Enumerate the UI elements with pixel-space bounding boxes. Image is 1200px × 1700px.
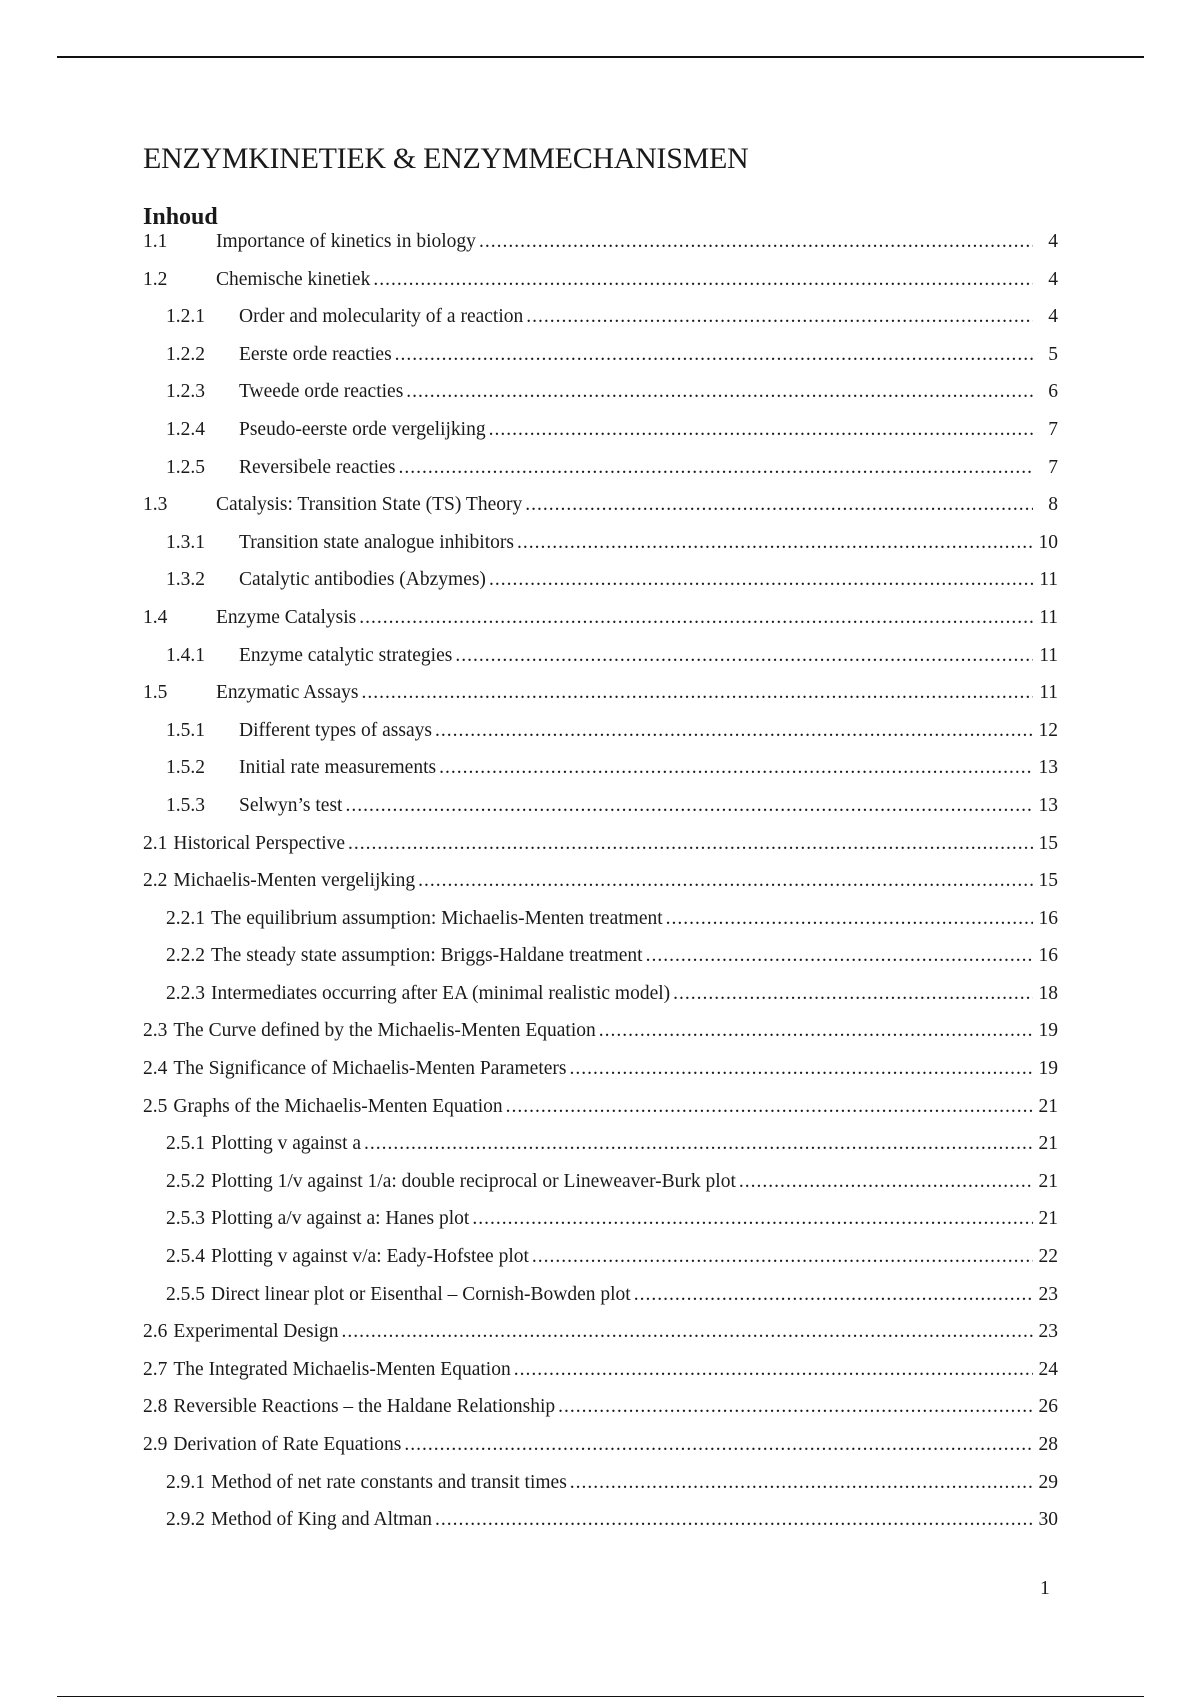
toc-entry-title: Graphs of the Michaelis-Menten Equation [173,1095,503,1117]
toc-entry-title: Enzyme Catalysis [216,606,357,628]
toc-entry[interactable] [143,1096,1058,1134]
toc-entry-number: 1.2.1 [166,306,205,328]
toc-dot-leader [348,833,1033,855]
toc-entry-page: 11 [1039,682,1058,704]
toc-entry-page: 4 [1048,306,1058,328]
toc-entry-page: 11 [1039,644,1058,666]
toc-entry-title: Pseudo-eerste orde vergelijking [239,418,486,440]
toc-entry-number: 2.2.3 [166,982,205,1004]
toc-entry-page: 21 [1038,1133,1058,1155]
toc-dot-leader [435,1509,1033,1531]
toc-entry-title: Transition state analogue inhibitors [239,531,514,553]
toc-entry-page: 7 [1048,418,1058,440]
toc-entry[interactable] [143,720,1058,758]
toc-entry-page: 5 [1048,343,1058,365]
toc-entry-page: 6 [1048,381,1058,403]
toc-dot-leader [406,381,1033,403]
toc-dot-leader [435,720,1033,742]
toc-entry[interactable] [143,1472,1058,1510]
header-rule [57,56,1144,58]
table-of-contents [143,231,1058,1547]
toc-entry-page: 11 [1039,606,1058,628]
toc-entry[interactable] [143,1321,1058,1359]
toc-entry-title: Tweede orde reacties [239,381,404,403]
toc-dot-leader [472,1208,1033,1230]
toc-entry-number: 1.1 [143,231,168,252]
toc-dot-leader [517,532,1033,554]
toc-entry[interactable] [143,757,1058,795]
toc-entry-page: 19 [1038,1058,1058,1080]
toc-entry-title: Plotting v against v/a: Eady-Hofstee plot [211,1246,529,1268]
toc-entry-page: 28 [1038,1434,1058,1455]
toc-entry-number: 2.8 [143,1396,168,1418]
toc-dot-leader [558,1396,1033,1418]
toc-entry-page: 12 [1038,719,1058,741]
toc-entry[interactable] [143,344,1058,382]
toc-entry-page: 15 [1038,870,1058,892]
toc-entry-title: Direct linear plot or Eisenthal – Cornish-Bowden plot [211,1283,631,1305]
toc-entry-title: Importance of kinetics in biology [216,231,476,252]
toc-dot-leader [646,945,1033,967]
toc-entry-title: Different types of assays [239,719,432,741]
toc-entry-title: Experimental Design [173,1321,339,1343]
toc-entry[interactable] [143,1284,1058,1322]
toc-entry-number: 2.2 [143,870,168,892]
toc-entry-number: 1.3.1 [166,531,205,553]
toc-entry[interactable] [143,532,1058,570]
toc-entry[interactable] [143,1359,1058,1397]
toc-entry-title: Order and molecularity of a reaction [239,306,524,328]
toc-dot-leader [599,1020,1033,1042]
toc-entry-title: The steady state assumption: Briggs-Haldane treatment [211,945,643,967]
toc-entry-number: 2.5.2 [166,1170,205,1192]
toc-dot-leader [361,682,1033,704]
toc-entry[interactable] [143,269,1058,307]
toc-entry-title: Reversible Reactions – the Haldane Relationship [173,1396,556,1418]
toc-entry[interactable] [143,1396,1058,1434]
toc-entry[interactable] [143,1171,1058,1209]
toc-entry-page: 19 [1038,1020,1058,1042]
toc-entry-number: 1.2.3 [166,381,205,403]
toc-entry[interactable] [143,1020,1058,1058]
toc-entry[interactable] [143,1058,1058,1096]
page-number: 1 [1040,1578,1050,1599]
toc-entry-page: 8 [1048,494,1058,516]
toc-entry[interactable] [143,494,1058,532]
toc-entry-page: 21 [1038,1095,1058,1117]
toc-entry[interactable] [143,1208,1058,1246]
toc-entry-number: 1.5 [143,682,168,704]
toc-entry-page: 15 [1038,832,1058,854]
toc-dot-leader [342,1321,1033,1343]
toc-entry-title: Derivation of Rate Equations [173,1434,402,1455]
toc-entry-title: Michaelis-Menten vergelijking [173,870,416,892]
toc-dot-leader [532,1246,1033,1268]
toc-entry[interactable] [143,457,1058,495]
toc-dot-leader [404,1434,1033,1456]
toc-dot-leader [634,1284,1033,1306]
toc-entry[interactable] [143,1509,1058,1547]
toc-dot-leader [514,1359,1033,1381]
toc-entry-page: 18 [1038,982,1058,1004]
toc-entry-title: Method of net rate constants and transit times [211,1471,567,1493]
toc-entry-number: 2.9.2 [166,1509,205,1531]
toc-entry-title: Plotting v against a [211,1133,362,1155]
toc-entry-number: 2.2.1 [166,907,205,929]
toc-entry-number: 1.3 [143,494,168,516]
toc-entry-title: Enzyme catalytic strategies [239,644,453,666]
toc-entry-title: Initial rate measurements [239,757,437,779]
toc-entry-title: Enzymatic Assays [216,682,359,704]
toc-entry-page: 24 [1038,1358,1058,1380]
toc-entry-page: 10 [1038,531,1058,553]
toc-dot-leader [395,344,1033,366]
toc-entry[interactable] [143,306,1058,344]
toc-dot-leader [418,870,1033,892]
toc-dot-leader [673,983,1033,1005]
toc-dot-leader [364,1133,1033,1155]
toc-entry[interactable] [143,1434,1058,1472]
toc-entry-title: Selwyn’s test [239,794,343,816]
toc-entry[interactable] [143,645,1058,683]
document-title: ENZYMKINETIEK & ENZYMMECHANISMEN [143,142,749,175]
toc-heading: Inhoud [143,204,218,230]
toc-entry-number: 2.3 [143,1020,168,1042]
toc-entry-number: 2.5 [143,1095,168,1117]
footer-rule [57,1696,1144,1697]
toc-entry[interactable] [143,870,1058,908]
toc-entry-page: 11 [1039,569,1058,591]
toc-dot-leader [506,1096,1033,1118]
toc-dot-leader [455,645,1033,667]
toc-dot-leader [739,1171,1033,1193]
toc-entry-number: 1.2.2 [166,343,205,365]
toc-entry-number: 1.3.2 [166,569,205,591]
toc-entry[interactable] [143,419,1058,457]
toc-entry-number: 2.5.3 [166,1208,205,1230]
toc-entry[interactable] [143,908,1058,946]
toc-entry-page: 16 [1038,907,1058,929]
toc-entry-title: The Significance of Michaelis-Menten Parameters [173,1058,567,1080]
toc-entry-title: Catalytic antibodies (Abzymes) [239,569,486,591]
toc-entry-number: 2.9.1 [166,1471,205,1493]
toc-dot-leader [439,757,1033,779]
toc-entry-page: 4 [1048,231,1058,252]
toc-entry-number: 2.5.1 [166,1133,205,1155]
toc-entry[interactable] [143,682,1058,720]
toc-entry-page: 23 [1038,1283,1058,1305]
toc-entry-title: Eerste orde reacties [239,343,392,365]
toc-entry-title: Method of King and Altman [211,1509,432,1531]
toc-entry-page: 7 [1048,456,1058,478]
toc-entry[interactable] [143,569,1058,607]
toc-entry-title: The Curve defined by the Michaelis-Menten Equation [173,1020,596,1042]
toc-entry-page: 13 [1038,757,1058,779]
toc-entry-title: Chemische kinetiek [216,268,371,290]
toc-entry-number: 1.2.4 [166,418,205,440]
toc-entry[interactable] [143,983,1058,1021]
toc-dot-leader [525,494,1033,516]
toc-entry-number: 2.2.2 [166,945,205,967]
toc-entry-title: Plotting a/v against a: Hanes plot [211,1208,470,1230]
toc-entry-number: 2.7 [143,1358,168,1380]
toc-entry-number: 1.2.5 [166,456,205,478]
toc-dot-leader [526,306,1033,328]
toc-entry-number: 2.4 [143,1058,168,1080]
toc-entry-number: 2.1 [143,832,168,854]
toc-entry-page: 22 [1038,1246,1058,1268]
toc-dot-leader [489,419,1033,441]
toc-dot-leader [359,607,1033,629]
toc-entry-page: 21 [1038,1170,1058,1192]
toc-entry-page: 4 [1048,268,1058,290]
toc-dot-leader [570,1472,1033,1494]
toc-dot-leader [479,231,1033,253]
toc-entry-page: 13 [1038,794,1058,816]
toc-entry-number: 1.4.1 [166,644,205,666]
toc-entry-title: Catalysis: Transition State (TS) Theory [216,494,523,516]
toc-entry[interactable] [143,231,1058,269]
toc-entry-number: 2.9 [143,1434,168,1455]
toc-entry-number: 1.5.3 [166,794,205,816]
toc-entry[interactable] [143,381,1058,419]
toc-entry-number: 1.5.1 [166,719,205,741]
toc-entry-page: 30 [1038,1509,1058,1531]
toc-entry-title: The equilibrium assumption: Michaelis-Menten treatment [211,907,663,929]
toc-entry-title: Plotting 1/v against 1/a: double reciprocal or Lineweaver-Burk plot [211,1170,736,1192]
toc-entry[interactable] [143,945,1058,983]
toc-entry-number: 2.5.5 [166,1283,205,1305]
toc-entry-title: Historical Perspective [173,832,346,854]
toc-entry-title: The Integrated Michaelis-Menten Equation [173,1358,511,1380]
toc-entry-title: Intermediates occurring after EA (minimal realistic model) [211,982,671,1004]
toc-entry-number: 2.6 [143,1321,168,1343]
toc-dot-leader [398,457,1033,479]
toc-entry[interactable] [143,607,1058,645]
toc-entry-number: 1.5.2 [166,757,205,779]
toc-dot-leader [569,1058,1033,1080]
toc-entry[interactable] [143,833,1058,871]
toc-dot-leader [345,795,1033,817]
toc-entry-page: 23 [1038,1321,1058,1343]
toc-entry-title: Reversibele reacties [239,456,396,478]
toc-entry-page: 26 [1038,1396,1058,1418]
toc-dot-leader [489,569,1033,591]
toc-entry-number: 1.2 [143,268,168,290]
toc-entry-number: 2.5.4 [166,1246,205,1268]
toc-dot-leader [373,269,1033,291]
toc-entry[interactable] [143,1133,1058,1171]
toc-entry-page: 21 [1038,1208,1058,1230]
toc-entry-page: 29 [1038,1471,1058,1493]
toc-entry-number: 1.4 [143,606,168,628]
toc-dot-leader [666,908,1033,930]
toc-entry[interactable] [143,1246,1058,1284]
toc-entry[interactable] [143,795,1058,833]
toc-entry-page: 16 [1038,945,1058,967]
